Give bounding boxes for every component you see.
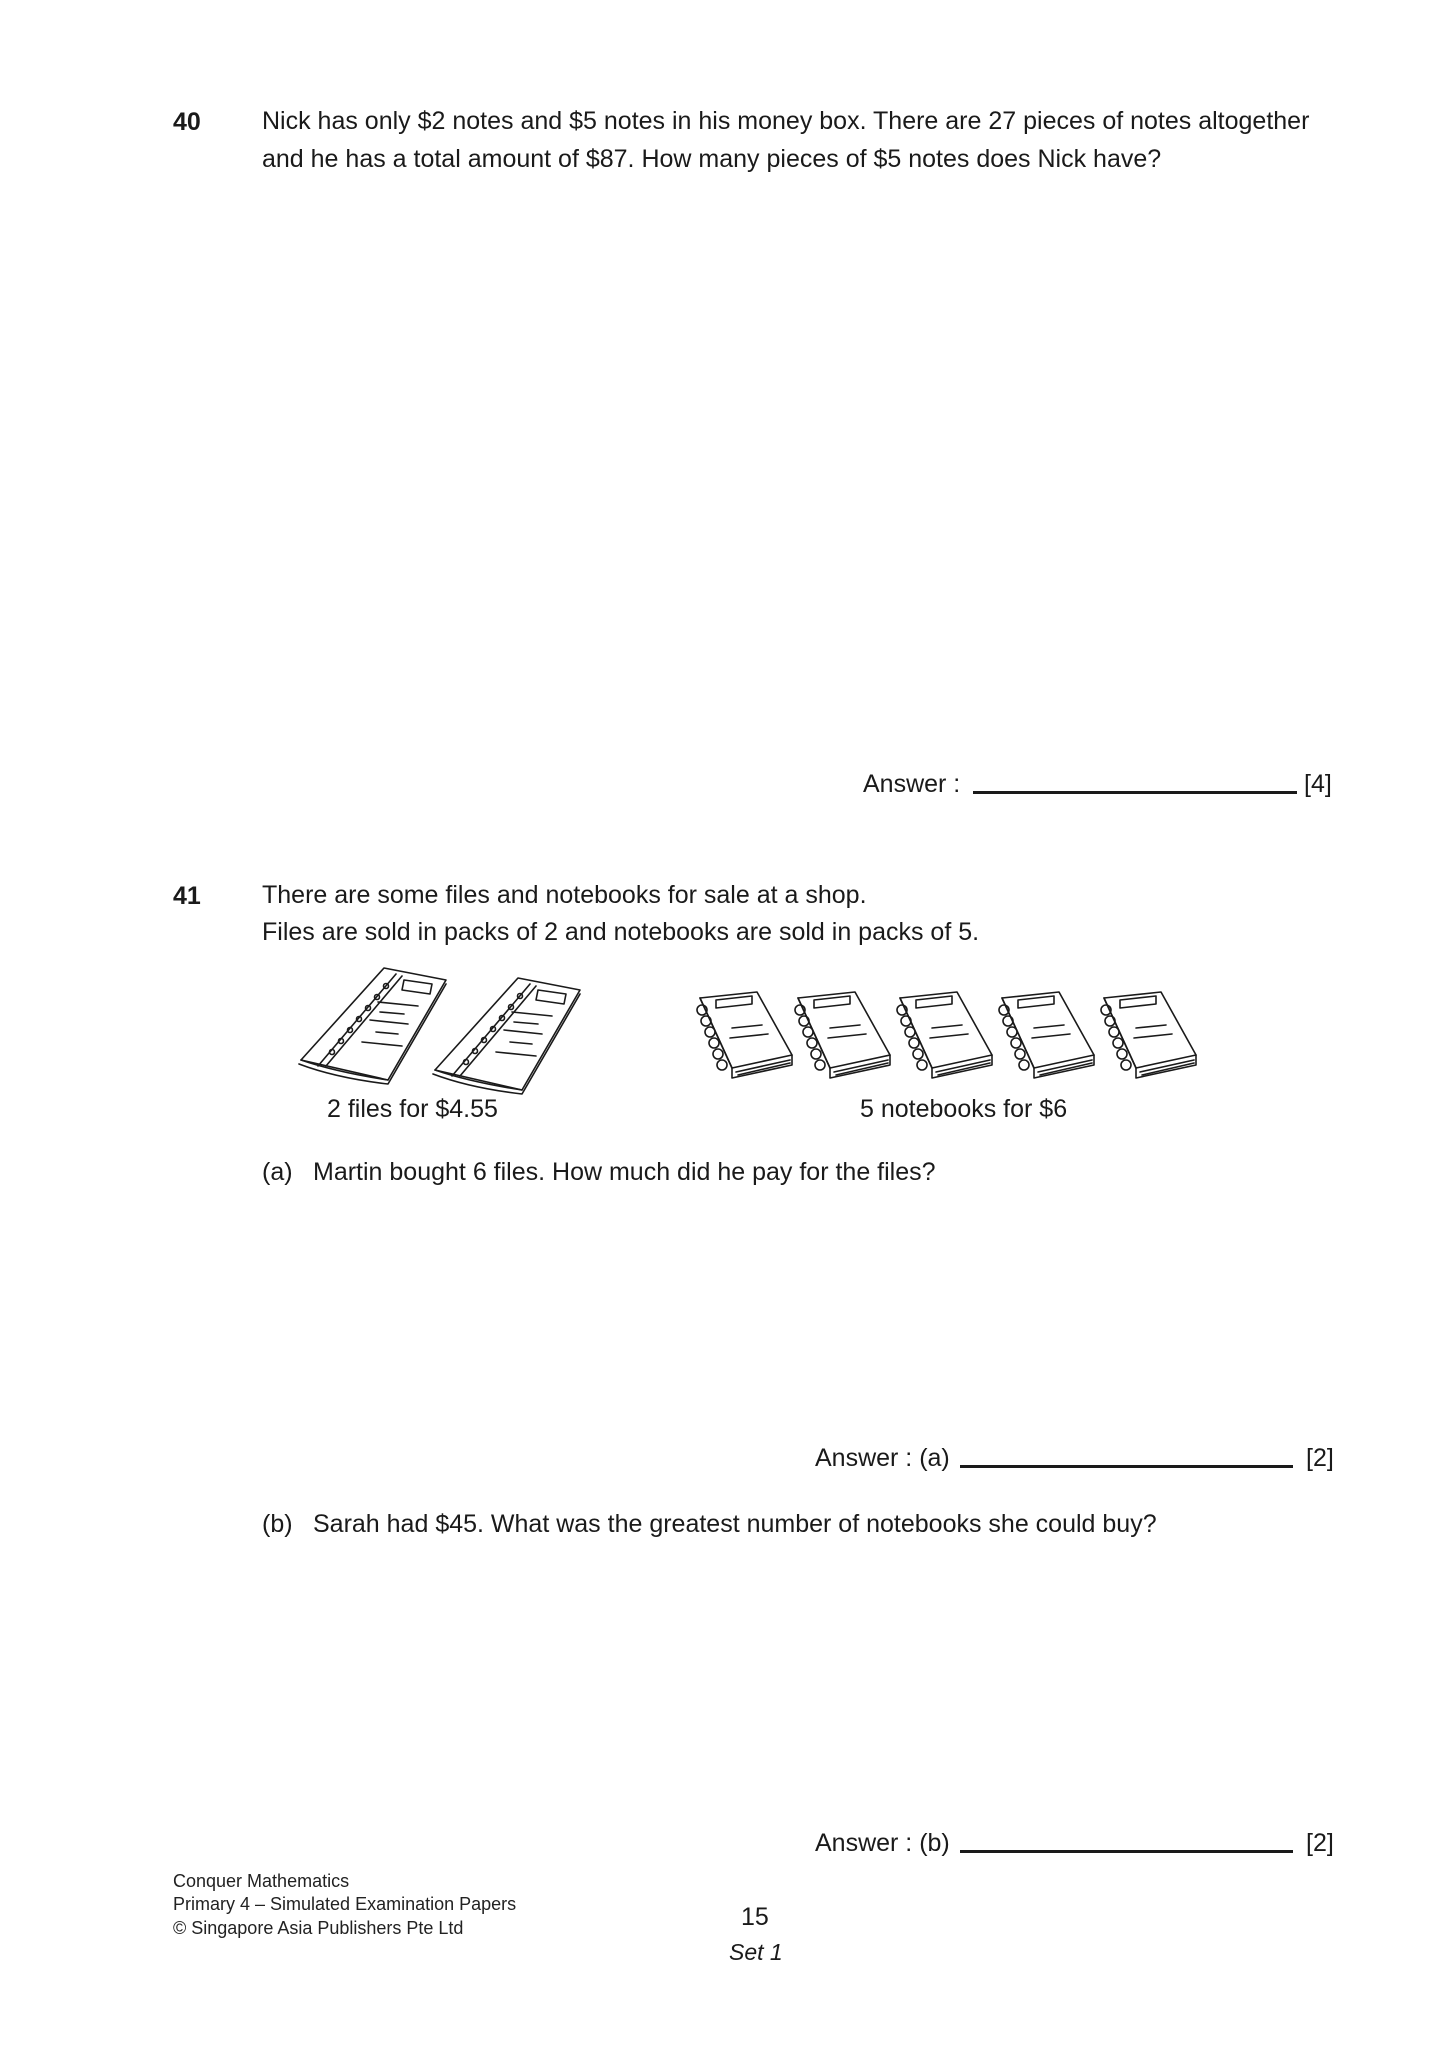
spiral-notebook-icon bbox=[1096, 990, 1206, 1085]
page-number: 15 bbox=[741, 1903, 769, 1931]
set-label: Set 1 bbox=[729, 1939, 783, 1965]
footer-book-title: Conquer Mathematics bbox=[173, 1871, 350, 1891]
answer-label: Answer : (b) bbox=[815, 1829, 950, 1857]
footer-copyright: © Singapore Asia Publishers Pte Ltd bbox=[173, 1918, 464, 1938]
marks-label: [2] bbox=[1306, 1829, 1334, 1857]
question-number: 40 bbox=[173, 108, 201, 136]
spiral-notebook-icon bbox=[892, 990, 1002, 1085]
footer-subtitle: Primary 4 – Simulated Examination Papers bbox=[173, 1894, 517, 1914]
part-text: Sarah had $45. What was the greatest number of notebooks she could buy? bbox=[313, 1510, 1157, 1538]
question-text-line: and he has a total amount of $87. How many pieces of $5 notes does Nick have? bbox=[262, 145, 1162, 173]
spiral-notebook-icon bbox=[692, 990, 802, 1085]
answer-line-field[interactable] bbox=[973, 791, 1297, 794]
answer-line-field[interactable] bbox=[960, 1465, 1293, 1468]
part-text: Martin bought 6 files. How much did he pay for the files? bbox=[313, 1158, 936, 1186]
marks-label: [2] bbox=[1306, 1444, 1334, 1472]
part-label: (b) bbox=[262, 1510, 293, 1538]
answer-label: Answer : (a) bbox=[815, 1444, 950, 1472]
question-text-line: Files are sold in packs of 2 and notebooks are sold in packs of 5. bbox=[262, 918, 980, 946]
question-text-line: There are some files and notebooks for sale at a shop. bbox=[262, 881, 867, 909]
question-number: 41 bbox=[173, 882, 201, 910]
answer-line-field[interactable] bbox=[960, 1850, 1293, 1853]
question-text-line: Nick has only $2 notes and $5 notes in his money box. There are 27 pieces of notes altogether bbox=[262, 107, 1310, 135]
spiral-notebook-icon bbox=[994, 990, 1104, 1085]
answer-label: Answer : bbox=[863, 770, 961, 798]
spiral-notebook-icon bbox=[790, 990, 900, 1085]
file-folder-icon bbox=[430, 970, 590, 1100]
notebooks-caption: 5 notebooks for $6 bbox=[860, 1095, 1068, 1123]
part-label: (a) bbox=[262, 1158, 293, 1186]
marks-label: [4] bbox=[1304, 770, 1332, 798]
files-caption: 2 files for $4.55 bbox=[327, 1095, 498, 1123]
